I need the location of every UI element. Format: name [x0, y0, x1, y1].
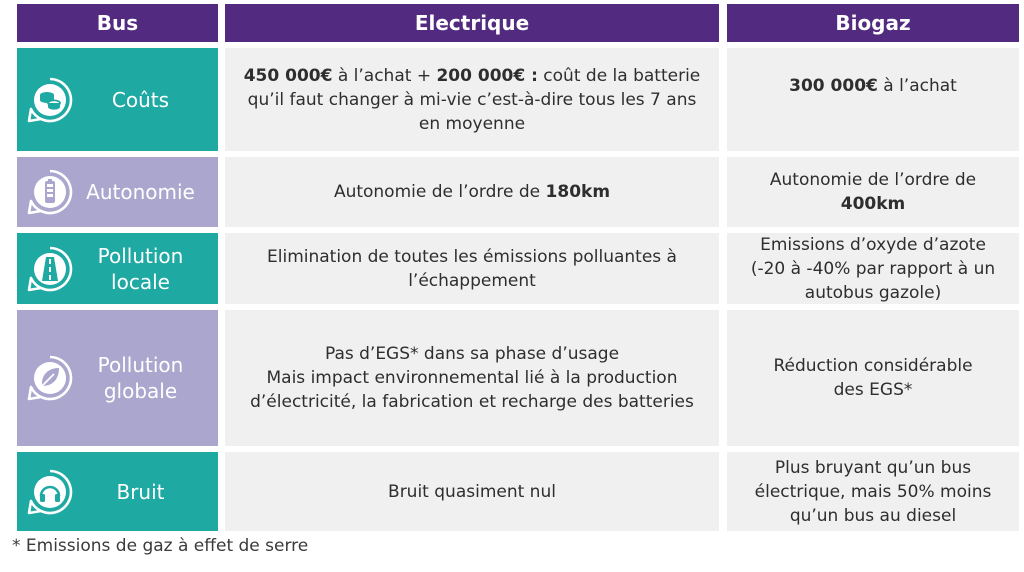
table-row-bruit — [17, 452, 1019, 531]
pollution-text: Mais impact environnemental lié à la production d’électricité, la fabrication et recharge des batteries — [250, 368, 694, 412]
autonomy-text: Autonomie de l’ordre de — [769, 170, 977, 190]
table-row-pollution-locale — [17, 233, 1019, 304]
cell-biogaz-couts — [727, 48, 1019, 151]
battery-icon — [27, 169, 73, 215]
category-label: Coûts — [111, 87, 170, 112]
cost-value: 300 000€ — [789, 76, 878, 96]
category-autonomie — [17, 157, 218, 227]
category-bruit — [17, 452, 218, 531]
cell-biogaz-pollution-locale — [727, 233, 1019, 304]
cell-electrique-pollution-locale — [225, 233, 719, 304]
table-row-couts — [17, 48, 1019, 151]
cost-text: à l’achat — [877, 76, 957, 96]
coins-icon — [27, 77, 73, 123]
header-biogaz: Biogaz — [727, 4, 1019, 42]
category-label: Autonomie — [86, 180, 195, 204]
category-label-line: locale — [111, 269, 170, 294]
category-label-line: Pollution — [97, 243, 184, 268]
category-pollution-locale — [17, 233, 218, 304]
category-couts — [17, 48, 218, 151]
road-icon — [27, 246, 73, 292]
cell-biogaz-autonomie — [727, 157, 1019, 227]
category-label — [73, 352, 218, 404]
table-row-pollution-globale — [17, 310, 1019, 446]
cell-electrique-pollution-globale — [225, 310, 719, 446]
table-row-autonomie — [17, 157, 1019, 227]
headphones-icon — [27, 469, 73, 515]
pollution-text: Elimination de toutes les émissions polluantes à l’échappement — [267, 246, 677, 291]
category-label-line: globale — [103, 379, 178, 403]
pollution-text: Réduction considérable des EGS* — [773, 356, 973, 400]
cost-text: à l’achat + — [332, 65, 437, 86]
category-label: Bruit — [116, 479, 165, 504]
category-label — [73, 243, 218, 295]
category-label-line: Pollution — [97, 353, 184, 377]
cell-electrique-autonomie — [225, 157, 719, 227]
header-bus: Bus — [17, 4, 218, 42]
cell-biogaz-bruit — [727, 452, 1019, 531]
header-electrique: Electrique — [225, 4, 719, 42]
battery-cost-text: coût de la batterie qu’il faut changer à mi-vie c’est-à-dire tous les 7 ans en moyenne — [247, 65, 701, 134]
autonomy-value: 400km — [840, 194, 906, 214]
cell-electrique-couts — [225, 48, 719, 151]
noise-text: Plus bruyant qu’un bus électrique, mais 50% moins qu’un bus au diesel — [754, 457, 992, 526]
pollution-text: Emissions d’oxyde d’azote (-20 à -40% par rapport à un autobus gazole) — [750, 234, 996, 303]
cost-value: 450 000€ — [243, 65, 333, 86]
footnote: * Emissions de gaz à effet de serre — [12, 536, 309, 556]
cell-electrique-bruit — [225, 452, 719, 531]
autonomy-value: 180km — [545, 182, 611, 202]
autonomy-text: Autonomie de l’ordre de — [333, 182, 546, 202]
comparison-table — [17, 4, 1019, 531]
cell-biogaz-pollution-globale — [727, 310, 1019, 446]
leaf-icon — [27, 355, 73, 401]
pollution-text: Pas d’EGS* dans sa phase d’usage — [324, 344, 620, 364]
battery-cost-value: 200 000€ : — [436, 65, 538, 86]
table-header-row — [17, 4, 1019, 42]
noise-text: Bruit quasiment nul — [388, 481, 556, 502]
category-pollution-globale — [17, 310, 218, 446]
